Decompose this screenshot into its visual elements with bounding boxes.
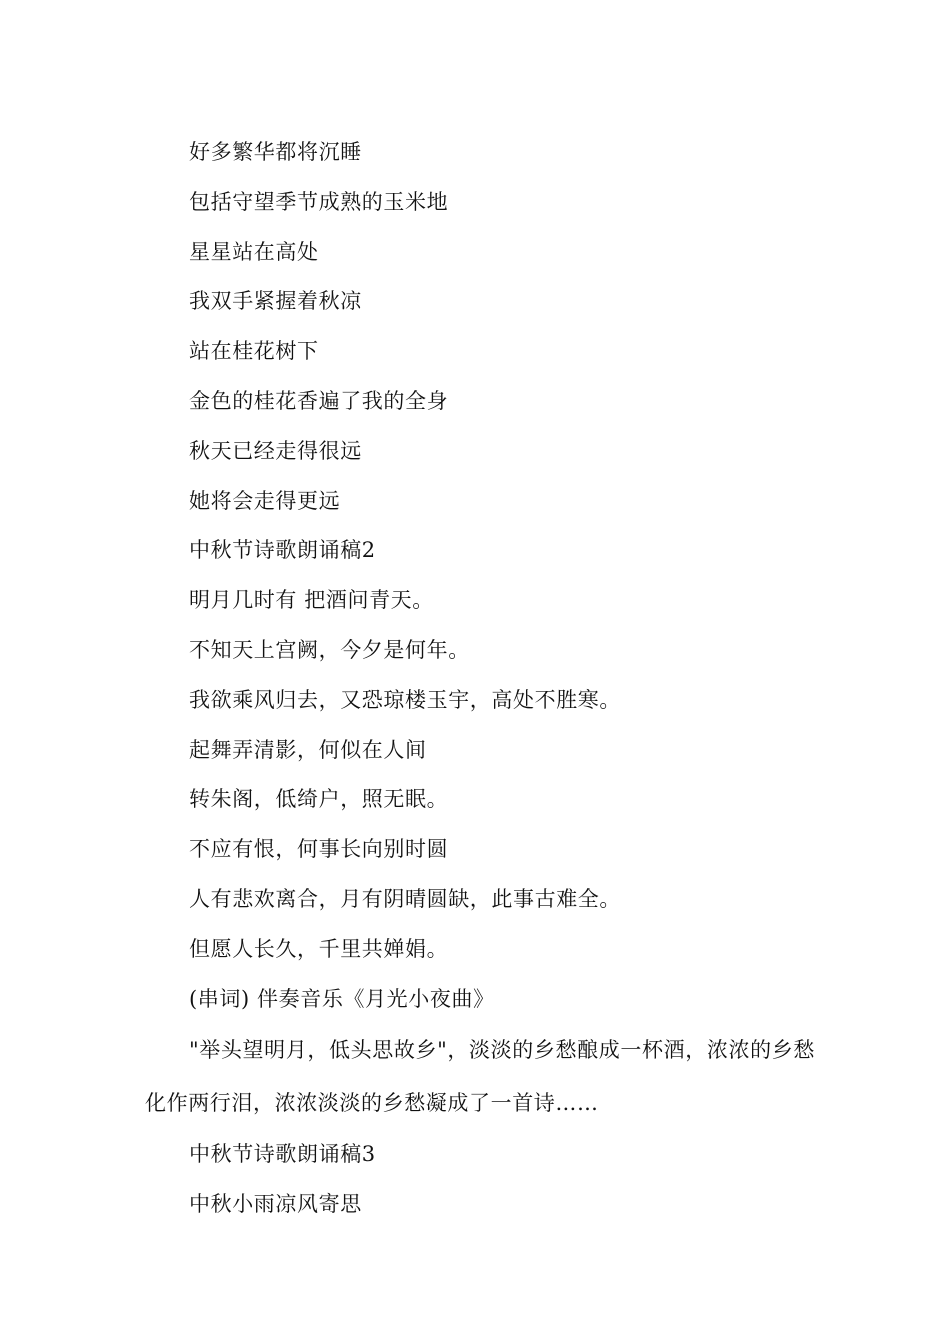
prose-paragraph: "举头望明月，低头思故乡"，淡淡的乡愁酿成一杯酒，浓浓的乡愁化作两行泪，浓浓淡淡的乡愁凝成了一首诗…… [145, 1038, 815, 1116]
poem-line: 好多繁华都将沉睡 [189, 140, 362, 164]
poem-line: 转朱阁，低绮户，照无眠。 [189, 787, 449, 812]
poem-line: 包括守望季节成熟的玉米地 [189, 189, 449, 214]
poem-line: 中秋小雨凉风寄思 [189, 1192, 362, 1217]
document-body [145, 128, 815, 1230]
poem-line: 明月几时有 把酒问青天。 [189, 588, 434, 613]
poem-line: 起舞弄清影，何似在人间 [189, 737, 427, 762]
poem-line: 但愿人长久，千里共婵娟。 [189, 936, 449, 961]
poem-line: 秋天已经走得很远 [189, 438, 362, 463]
poem-line: 金色的桂花香遍了我的全身 [189, 388, 449, 413]
poem-line: 站在桂花树下 [189, 339, 319, 364]
poem-line: 星星站在高处 [189, 239, 319, 264]
section-heading: 中秋节诗歌朗诵稿3 [189, 1142, 376, 1167]
poem-line: 我欲乘风归去，又恐琼楼玉宇，高处不胜寒。 [189, 687, 621, 712]
poem-line: 不知天上宫阙，今夕是何年。 [189, 637, 470, 662]
poem-line: 人有悲欢离合，月有阴晴圆缺，此事古难全。 [189, 886, 621, 911]
poem-line: 不应有恨，何事长向别时圆 [189, 837, 449, 862]
poem-line: 我双手紧握着秋凉 [189, 289, 362, 314]
poem-line: 她将会走得更远 [189, 488, 341, 513]
interlude-note: (串词) 伴奏音乐《月光小夜曲》 [189, 986, 495, 1011]
section-heading: 中秋节诗歌朗诵稿2 [189, 538, 376, 563]
